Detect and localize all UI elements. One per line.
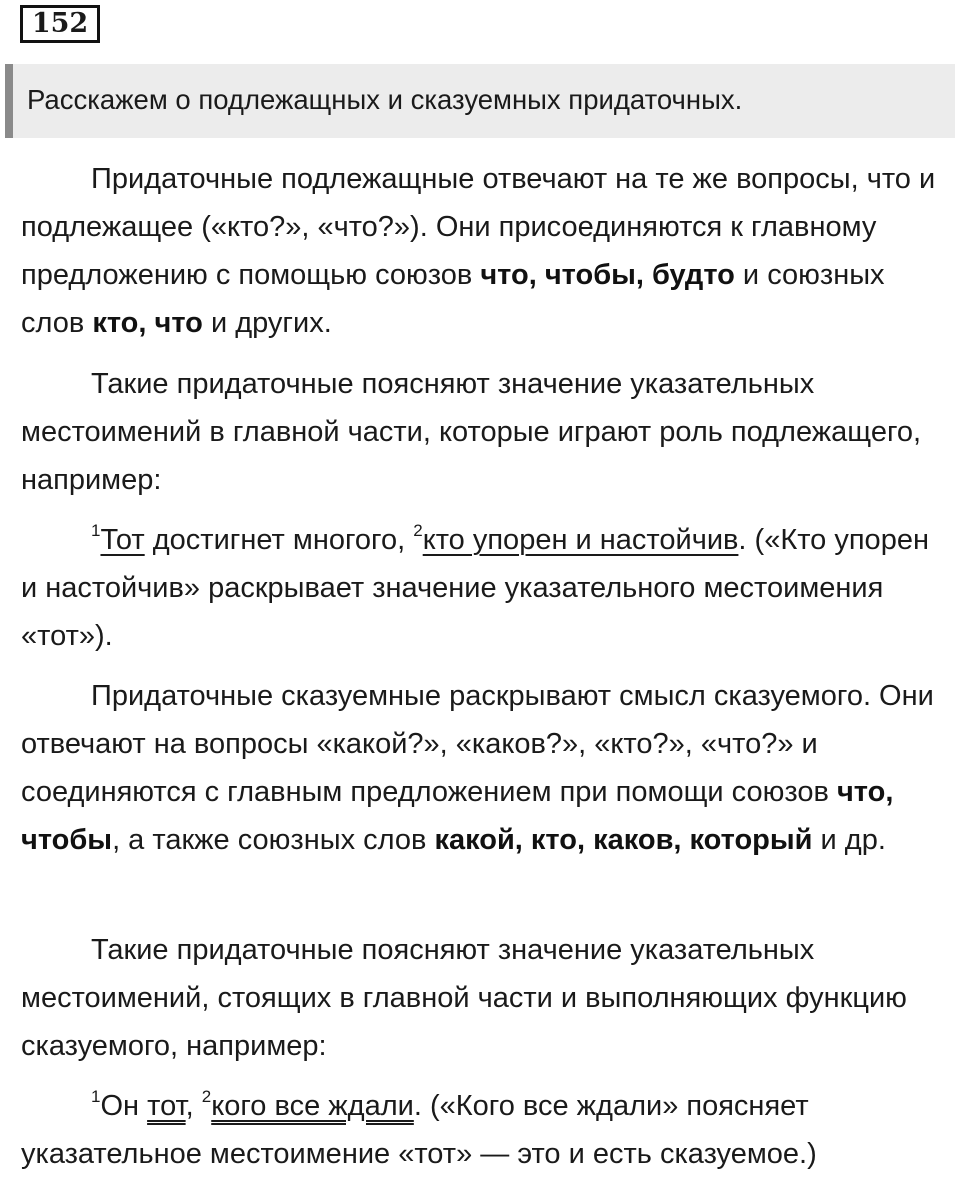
- paragraph-predicate-clauses-explain: [21, 926, 951, 1070]
- paragraph-text: Придаточные сказуемные раскрывают смысл сказуемого. Они отвечают на вопросы «какой?», «каков?», «кто?», «что?» и соединяются с главным предложением при помощи союзов: [21, 680, 934, 808]
- example-predicate-clause: [21, 1082, 951, 1178]
- example-text: ,: [185, 1090, 202, 1122]
- predicate-double-underlined: тот: [147, 1090, 186, 1122]
- example-subject-clause: [21, 516, 951, 660]
- paragraph-subject-clauses-intro: [21, 155, 951, 347]
- paragraph-text: Такие придаточные поясняют значение указательных местоимений, стоящих в главной части и выполняющих функцию сказуемого, например:: [21, 934, 907, 1062]
- subject-underlined: Тот: [100, 524, 145, 556]
- subordinate-clause-underlined: кто упорен и настойчив: [422, 524, 739, 556]
- bold-conjunctions: что, чтобы: [21, 776, 894, 856]
- paragraph-text: Такие придаточные поясняют значение указательных местоимений в главной части, которые играют роль подлежащего, например:: [21, 368, 922, 496]
- clause-number: 1: [91, 1087, 101, 1106]
- paragraph-text: и союзных слов: [21, 259, 885, 339]
- bold-conjunctive-words: какой, кто, каков, который: [434, 824, 813, 856]
- paragraph-subject-clauses-explain: [21, 360, 951, 504]
- paragraph-text: и др.: [812, 824, 886, 856]
- task-banner: [5, 64, 955, 138]
- subordinate-clause-double-underlined: кого все ждали: [211, 1090, 414, 1122]
- clause-number: 2: [413, 521, 423, 540]
- paragraph-text: и других.: [202, 307, 332, 339]
- paragraph-text: , а также союзных слов: [112, 824, 435, 856]
- clause-number: 1: [91, 521, 101, 540]
- paragraph-text: Придаточные подлежащные отвечают на те же вопросы, что и подлежащее («кто?», «что?»). Они присоединяются к главному предложению с помощью союзов: [21, 163, 936, 291]
- clause-number: 2: [201, 1087, 212, 1106]
- task-title: Расскажем о подлежащных и сказуемных придаточных.: [27, 84, 743, 115]
- bold-conjunctive-words: кто, что: [92, 307, 203, 339]
- paragraph-predicate-clauses-intro: [21, 672, 951, 864]
- example-text: достигнет многого,: [144, 524, 414, 556]
- example-text: Он: [100, 1090, 148, 1122]
- bold-conjunctions: что, чтобы, будто: [480, 259, 735, 291]
- example-text: . («Кого все ждали» поясняет указательное местоимение «тот» — это и есть сказуемое.): [21, 1090, 817, 1170]
- page-number: 152: [20, 5, 100, 43]
- example-text: . («Кто упорен и настойчив» раскрывает значение указательного местоимения «тот»).: [21, 524, 929, 652]
